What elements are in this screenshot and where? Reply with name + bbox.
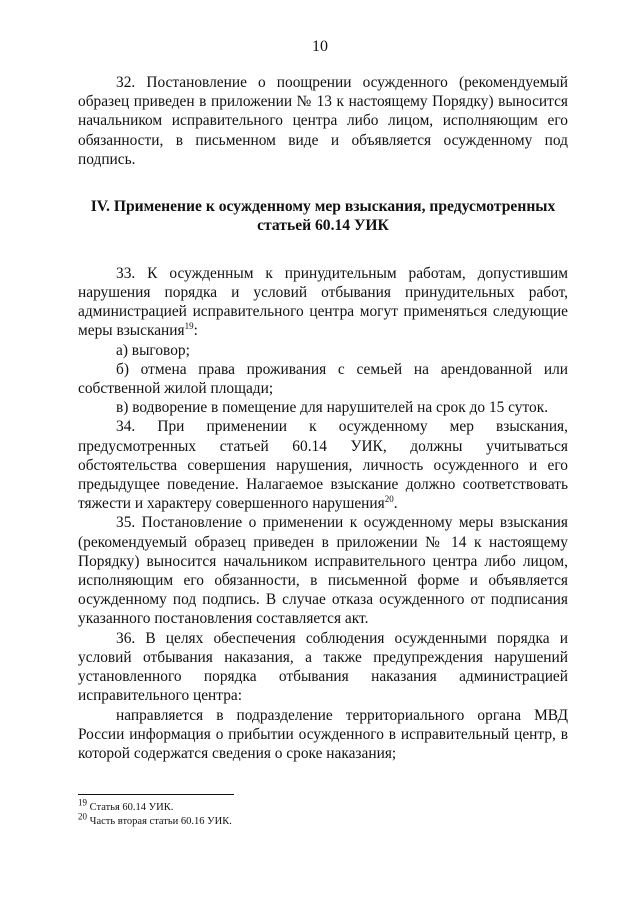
- footnote-divider: [78, 794, 234, 795]
- footnote-text: Часть вторая статьи 60.16 УИК.: [89, 816, 232, 827]
- footnote-19: [78, 797, 568, 815]
- paragraph-35: 35. Постановление о применении к осужденному меры взыскания (рекомендуемый образец приведен в приложении № 14 к настоящему Порядку) выносится начальником исправительного центра либо лицом, исполняющим его обязанности, в письменной форме и объявляется осужденному под подпись. В случае отказа осужденного от подписания указанного постановления составляется акт.: [78, 514, 568, 628]
- list-item-b: б) отмена права проживания с семьей на арендованной или собственной жилой площади;: [78, 360, 568, 398]
- paragraph-32: 32. Постановление о поощрении осужденного (рекомендуемый образец приведен в приложении № 13 к настоящему Порядку) выносится начальником исправительного центра либо лицом, исполняющим его обязанности, в письменном виде и объявляется осужденному под подпись.: [78, 74, 568, 168]
- paragraph-34: [78, 417, 568, 513]
- footnote-ref-19: 19: [184, 321, 194, 332]
- paragraph-33-tail: :: [193, 322, 198, 340]
- footnote-text: Статья 60.14 УИК.: [89, 802, 174, 813]
- paragraph-36-subitem: направляется в подразделение территориального органа МВД России информация о прибытии осужденного в исправительный центр, в которой содержатся сведения о сроке наказания;: [78, 706, 568, 762]
- section-heading: IV. Применение к осужденному мер взыскания, предусмотренных статьей 60.14 УИК: [90, 198, 556, 235]
- list-item-v: в) водворение в помещение для нарушителей на срок до 15 суток.: [116, 399, 549, 417]
- footnote-number: 19: [78, 797, 87, 808]
- footnote-20: [78, 811, 568, 829]
- paragraph-34-tail: .: [393, 495, 398, 513]
- paragraph-36: 36. В целях обеспечения соблюдения осужденными порядка и условий отбывания наказания, а также предупреждения нарушений установленного порядка отбывания наказания администрацией исправительного центра:: [78, 629, 568, 705]
- paragraph-33-text: 33. К осужденным к принудительным работам, допустившим нарушения порядка и условий отбывания принудительных работ, администрацией исправительного центра могут применяться следующие меры взыскания: [78, 264, 568, 340]
- page-body: [78, 73, 568, 763]
- page-number: 10: [312, 38, 328, 55]
- footnote-number: 20: [78, 811, 87, 822]
- paragraph-33: [78, 264, 568, 341]
- footnote-ref-20: 20: [384, 494, 394, 505]
- paragraph-34-text: 34. При применении к осужденному мер взыскания, предусмотренных статьей 60.14 УИК, должны учитываться обстоятельства совершения нарушения, личность осужденного и его предыдущее поведение. Налагаемое взыскание должно соответствовать тяжести и характеру совершенного нарушения: [78, 418, 568, 513]
- footnotes: [78, 797, 568, 829]
- list-item-a: а) выговор;: [116, 341, 190, 359]
